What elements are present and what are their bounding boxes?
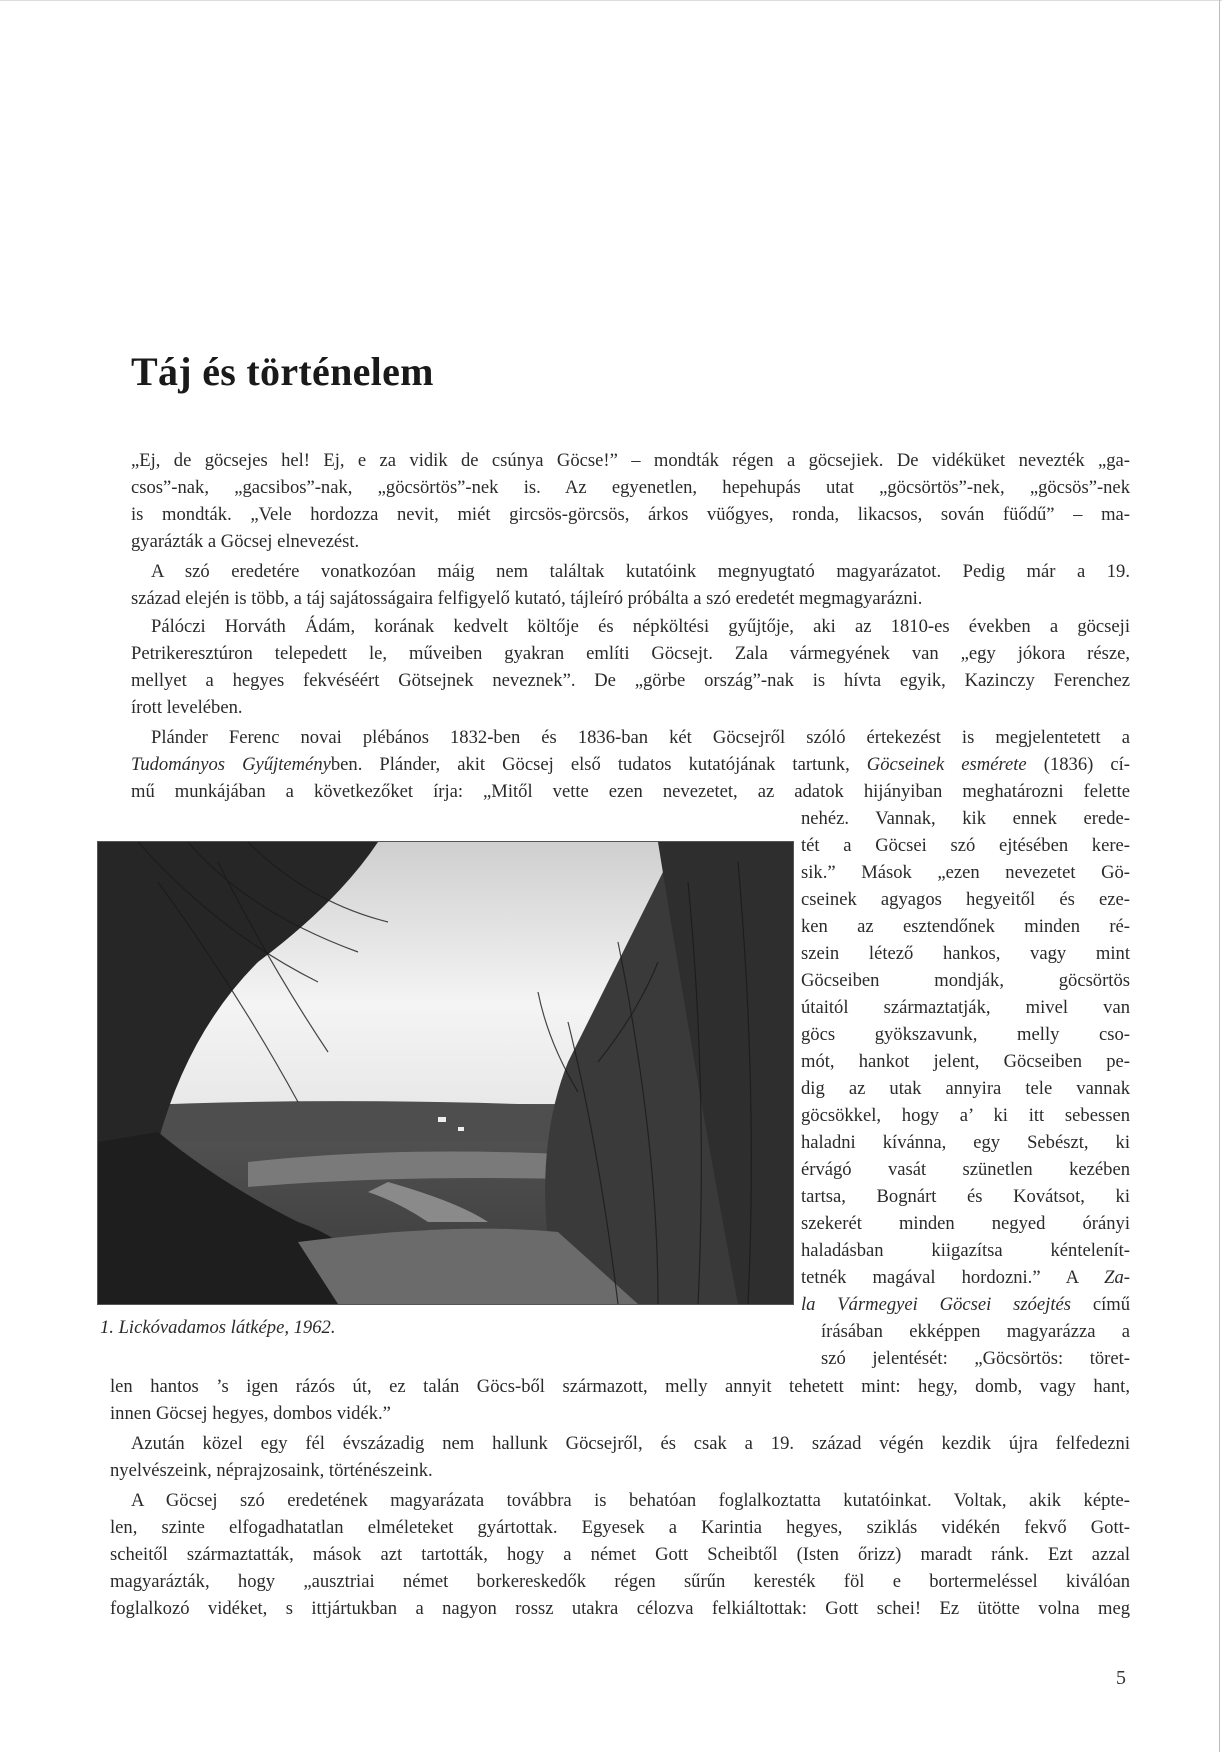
page-number: 5 [1116,1667,1126,1689]
text-line: tartsa, Bognárt és Kovátsot, ki [801,1186,1130,1207]
italic-title: Tudományos Gyűjtemény [131,754,331,775]
text-line: magyarázták, hogy „ausztriai német borkereskedők régen sűrűn keresték föl e bortermeléssel kiválóan [110,1571,1130,1592]
text-line-with-italics: tetnék magával hordozni.” A Za- [801,1267,1130,1288]
text-line: innen Göcsej hegyes, dombos vidék.” [110,1403,391,1424]
text-line: scheitől származtatták, mások azt tartották, hogy a német Gott Scheibtől (Isten őrizz) maradt ránk. Ezt azzal [110,1544,1130,1565]
text-line: Pálóczi Horváth Ádám, korának kedvelt költője és népköltési gyűjtője, aki az 1810-es években a göcseji [151,616,1130,637]
text-line: gyarázták a Göcsej elnevezést. [131,531,360,552]
text-line: göcs gyökszavunk, melly cso- [801,1024,1130,1045]
text-line: század elején is több, a táj sajátosságaira felfigyelő kutató, tájleíró próbálta a szó eredetét megmagyarázni. [131,588,923,609]
text-line: „Ej, de göcsejes hel! Ej, e za vidik de csúnya Göcse!” – mondták régen a göcsejiek. De vidéküket nevezték „ga- [131,450,1130,471]
text-line: útaitól származtatják, mivel van [801,997,1130,1018]
text-line: érvágó vasát szünetlen kezében [801,1159,1130,1180]
text-line: nyelvészeink, néprajzosaink, történészeink. [110,1460,433,1481]
text-line: mót, hankot jelent, Göcseiben pe- [801,1051,1130,1072]
italic-title: la Vármegyei Göcsei szóejtés [801,1294,1071,1315]
text-line: A szó eredetére vonatkozóan máig nem találtak kutatóink megnyugtató magyarázatot. Pedig már a 19. [151,561,1130,582]
text-line: göcsökkel, hogy a’ ki itt sebessen [801,1105,1130,1126]
text-line: haladni kívánna, egy Sebészt, ki [801,1132,1130,1153]
text-line: szó jelentését: „Göcsörtös: töret- [821,1348,1130,1369]
text-line: nehéz. Vannak, kik ennek erede- [801,808,1130,829]
text-line: len, szinte elfogadhatatlan elméleteket gyártottak. Egyesek a Karintia hegyes, sziklás vidékén fekvő Gott- [110,1517,1130,1538]
italic-title: Za- [1104,1267,1130,1288]
text-line: A Göcsej szó eredetének magyarázata továbbra is behatóan foglalkoztatta kutatóinkat. Voltak, akik képte- [131,1490,1130,1511]
text-line: haladásban kiigazítsa kéntelenít- [801,1240,1130,1261]
text-line: Petrikeresztúron telepedett le, műveiben gyakran említi Göcsejt. Zala vármegyének van „egy jókora része, [131,643,1130,664]
text-line: Azután közel egy fél évszázadig nem hallunk Göcsejről, és csak a 19. század végén kezdik újra felfedezni [131,1433,1130,1454]
page-edge-right [1219,0,1220,1752]
text-line: ken az esztendőnek minden ré- [801,916,1130,937]
text-line: sik.” Mások „ezen nevezetet Gö- [801,862,1130,883]
text-line: tét a Göcsei szó ejtésében kere- [801,835,1130,856]
italic-title: Göcseinek esmérete [866,754,1027,775]
page-edge-top [0,0,1222,1]
text-line: szein létező hankos, vagy mint [801,943,1130,964]
page-title: Táj és történelem [131,349,434,394]
text-line-with-italics: Tudományos Gyűjteményben. Plánder, akit Göcsej első tudatos kutatójának tartunk, Göcseinek esmérete (1836) cí- [131,754,1130,775]
text-line: is mondták. „Vele hordozza nevit, miét gircsös-görcsös, árkos vüőgyes, ronda, likacsos, sován füődű” – ma- [131,504,1130,525]
text-line: írásában ekképpen magyarázza a [821,1321,1130,1342]
landscape-photo-image [98,842,793,1304]
text-line: foglalkozó vidéket, s ittjártukban a nagyon rossz utakra célozva felkiáltottak: Gott schei! Ez ütötte volna meg [110,1598,1130,1619]
text-line: szekerét minden negyed órányi [801,1213,1130,1234]
text-line: csos”-nak, „gacsibos”-nak, „göcsörtös”-nek is. Az egyenetlen, hepehupás utat „göcsörtös”-nek, „göcsös”-nek [131,477,1130,498]
text-line: mű munkájában a következőket írja: „Mitől vette ezen nevezetet, az adatok hijányiban meghatározni felette [131,781,1130,802]
text-line: írott levelében. [131,697,243,718]
text-line: Göcseiben mondják, göcsörtös [801,970,1130,991]
text-line: cseinek agyagos hegyeitől és eze- [801,889,1130,910]
text-line: dig az utak annyira tele vannak [801,1078,1130,1099]
text-line: len hantos ’s igen rázós út, ez talán Göcs-ből származott, melly annyit tehetett mint: hegy, domb, vagy hant, [110,1376,1130,1397]
landscape-photo [97,841,794,1305]
figure-caption: 1. Lickóvadamos látképe, 1962. [100,1317,336,1338]
text-line-with-italics: la Vármegyei Göcsei szóejtés című [801,1294,1130,1315]
text-line: mellyet a hegyes fekvéséért Götsejnek neveznek”. De „görbe ország”-nak is hívta egyik, Kazinczy Ferenchez [131,670,1130,691]
text-line: Plánder Ferenc novai plébános 1832-ben és 1836-ban két Göcsejről szóló értekezést is megjelentetett a [151,727,1130,748]
